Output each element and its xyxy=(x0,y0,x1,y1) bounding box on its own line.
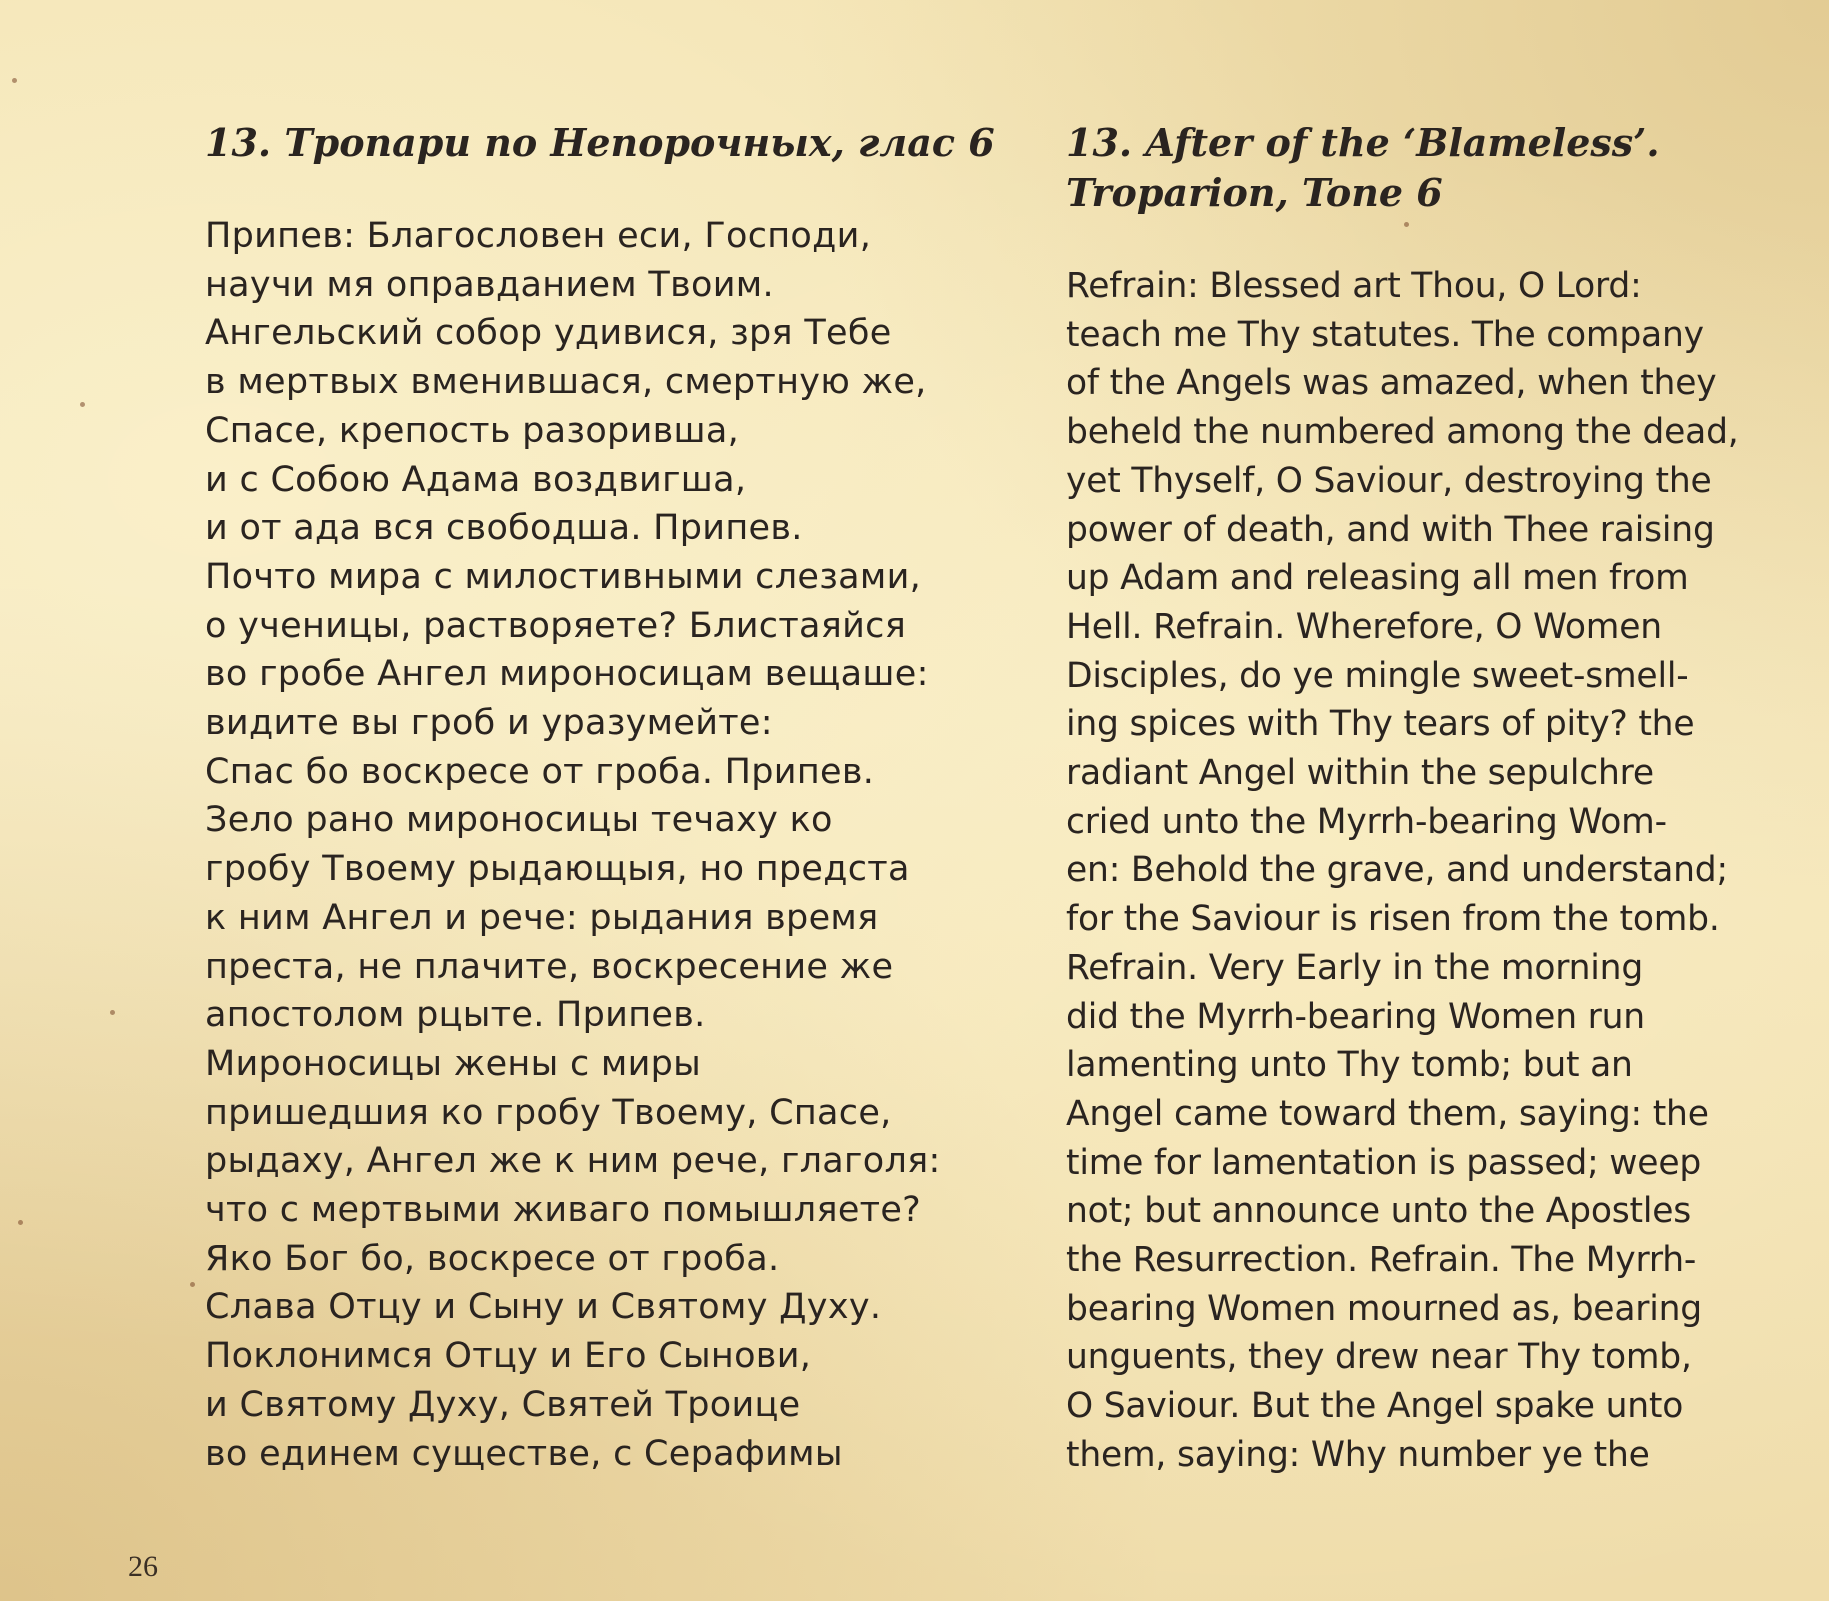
russian-line: Поклонимся Отцу и Его Сынови, xyxy=(205,1336,812,1377)
english-heading xyxy=(1066,118,1806,218)
english-line: radiant Angel within the sepulchre xyxy=(1066,753,1654,794)
english-line: Refrain: Blessed art Thou, O Lord: xyxy=(1066,266,1642,306)
russian-line: преста, не плачите, воскресение же xyxy=(205,946,894,987)
english-line: yet Thyself, O Saviour, destroying the xyxy=(1066,460,1712,501)
english-line: did the Myrrh-bearing Women run xyxy=(1066,996,1645,1037)
english-line: for the Saviour is risen from the tomb. xyxy=(1066,899,1720,940)
english-line: beheld the numbered among the dead, xyxy=(1066,412,1739,453)
russian-line: и с Собою Адама воздвигша, xyxy=(205,459,747,500)
paper-speck xyxy=(12,78,17,83)
russian-line: Ангельский собор удивися, зря Тебе xyxy=(205,313,892,354)
english-text xyxy=(1066,262,1806,1480)
english-line: O Saviour. But the Angel spake unto xyxy=(1066,1386,1684,1427)
english-line: the Resurrection. Refrain. The Myrrh- xyxy=(1066,1240,1697,1281)
english-line: unguents, they drew near Thy tomb, xyxy=(1066,1337,1692,1378)
russian-line: Яко Бог бо, воскресе от гроба. xyxy=(205,1238,780,1279)
english-line: teach me Thy statutes. The company xyxy=(1066,314,1704,355)
russian-line: в мертвых вменившася, смертную же, xyxy=(205,362,927,403)
russian-line: Слава Отцу и Сыну и Святому Духу. xyxy=(205,1287,882,1328)
english-line: en: Behold the grave, and understand; xyxy=(1066,850,1728,891)
russian-line: Почто мира с милостивными слезами, xyxy=(205,556,922,597)
paper-speck xyxy=(190,1282,195,1287)
english-line: Refrain. Very Early in the morning xyxy=(1066,947,1644,988)
russian-line: во гробе Ангел мироносицам вещаше: xyxy=(205,654,929,695)
russian-line: о ученицы, растворяете? Блистаяйся xyxy=(205,605,907,646)
english-line: Disciples, do ye mingle sweet-smell- xyxy=(1066,655,1689,696)
english-line: Angel came toward them, saying: the xyxy=(1066,1093,1709,1134)
russian-line: Спас бо воскресе от гроба. Припев. xyxy=(205,751,875,792)
russian-line: к ним Ангел и рече: рыдания время xyxy=(205,897,879,938)
russian-line: Мироносицы жены с миры xyxy=(205,1043,702,1084)
russian-line: во единем существе, с Серафимы xyxy=(205,1433,843,1474)
english-line: Hell. Refrain. Wherefore, O Women xyxy=(1066,606,1662,647)
paper-speck xyxy=(18,1220,23,1225)
english-line: not; but announce unto the Apostles xyxy=(1066,1191,1692,1232)
russian-column xyxy=(205,118,995,1478)
russian-line: и Святому Духу, Святей Троице xyxy=(205,1384,801,1425)
russian-heading-line: 13. Тропари по Непорочных, глас 6 xyxy=(205,120,995,165)
english-line: up Adam and releasing all men from xyxy=(1066,558,1689,599)
english-line: them, saying: Why number ye the xyxy=(1066,1434,1650,1475)
english-line: cried unto the Myrrh-bearing Wom- xyxy=(1066,801,1667,842)
english-line: lamenting unto Thy tomb; but an xyxy=(1066,1045,1633,1086)
russian-heading xyxy=(205,118,995,168)
english-line: of the Angels was amazed, when they xyxy=(1066,363,1717,404)
paper-speck xyxy=(80,402,85,407)
russian-line: пришедшия ко гробу Твоему, Спасе, xyxy=(205,1092,892,1133)
english-heading-line: Troparion, Tone 6 xyxy=(1066,170,1443,215)
russian-line: апостолом рцыте. Припев. xyxy=(205,995,706,1036)
russian-line: Зело рано мироносицы течаху ко xyxy=(205,800,833,841)
russian-line: Припев: Благословен еси, Господи, xyxy=(205,216,872,256)
russian-line: рыдаху, Ангел же к ним рече, глаголя: xyxy=(205,1141,941,1182)
russian-line: видите вы гроб и уразумейте: xyxy=(205,703,773,744)
english-heading-line: 13. After of the ‘Blameless’. xyxy=(1066,120,1660,165)
russian-line: что с мертвыми живаго помышляете? xyxy=(205,1190,922,1231)
english-line: ing spices with Thy tears of pity? the xyxy=(1066,704,1695,745)
russian-line: и от ада вся свободша. Припев. xyxy=(205,508,803,549)
russian-line: Спасе, крепость разоривша, xyxy=(205,410,740,451)
english-column xyxy=(1066,118,1806,1480)
paper-speck xyxy=(110,1010,115,1015)
russian-text xyxy=(205,212,995,1478)
page-number: 26 xyxy=(128,1550,158,1583)
english-line: time for lamentation is passed; weep xyxy=(1066,1142,1702,1183)
english-line: bearing Women mourned as, bearing xyxy=(1066,1288,1702,1329)
russian-line: гробу Твоему рыдающыя, но предста xyxy=(205,849,910,890)
russian-line: научи мя оправданием Твоим. xyxy=(205,264,774,305)
english-line: power of death, and with Thee raising xyxy=(1066,509,1715,550)
